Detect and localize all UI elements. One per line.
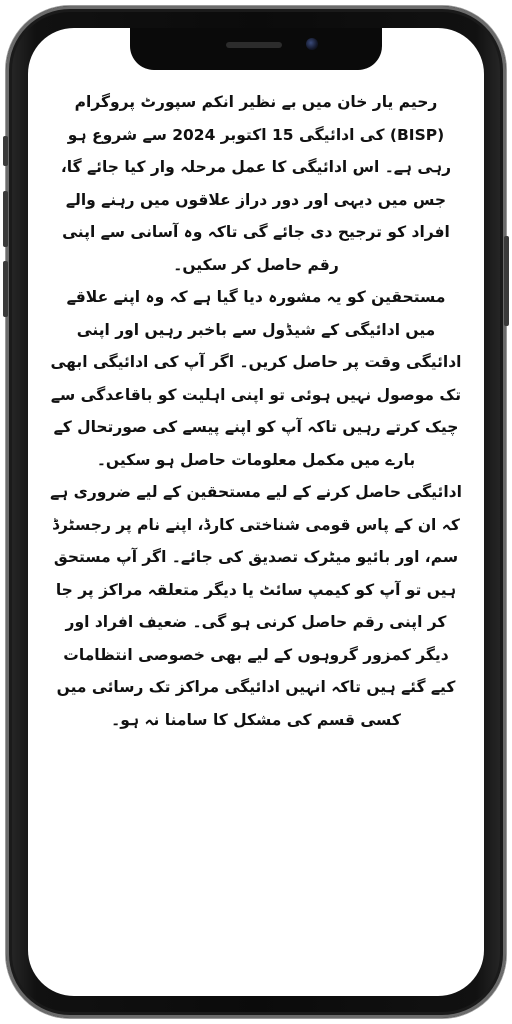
article-body	[50, 86, 462, 736]
phone-screen	[28, 28, 484, 996]
article-paragraph: رحیم یار خان میں بے نظیر انکم سپورٹ پروگرام (BISP) کی ادائیگی 15 اکتوبر 2024 سے شروع ہو رہی ہے۔ اس ادائیگی کا عمل مرحلہ وار کیا جائے گا، جس میں دیہی اور دور دراز علاقوں میں رہنے والے افراد کو ترجیح دی جائے گی تاکہ وہ آسانی سے اپنی رقم حاصل کر سکیں۔	[60, 93, 452, 274]
silent-switch	[3, 136, 8, 166]
power-button	[504, 236, 509, 326]
phone-frame	[6, 6, 506, 1018]
article-paragraph: مستحقین کو یہ مشورہ دیا گیا ہے کہ وہ اپنے علاقے میں ادائیگی کے شیڈول سے باخبر رہیں اور اپنی ادائیگی وقت پر حاصل کریں۔ اگر آپ کی ادائیگی ابھی تک موصول نہیں ہوئی تو اپنی اہلیت کو باقاعدگی سے چیک کرتے رہیں تاکہ آپ کو اپنے پیسے کی صورتحال کے بارے میں مکمل معلومات حاصل ہو سکیں۔	[50, 288, 462, 469]
volume-up-button	[3, 191, 8, 247]
notch	[130, 28, 382, 70]
front-camera-icon	[306, 38, 318, 50]
speaker-grille	[226, 42, 282, 48]
article-paragraph: ادائیگی حاصل کرنے کے لیے مستحقین کے لیے ضروری ہے کہ ان کے پاس قومی شناختی کارڈ، اپنے نام پر رجسٹرڈ سم، اور بائیو میٹرک تصدیق کی جائے۔ اگر آپ مستحق ہیں تو آپ کو کیمپ سائٹ یا دیگر متعلقہ مراکز پر جا کر اپنی رقم حاصل کرنی ہو گی۔ ضعیف افراد اور دیگر کمزور گروہوں کے لیے بھی خصوصی انتظامات کیے گئے ہیں تاکہ انہیں ادائیگی مراکز تک رسائی میں کسی قسم کی مشکل کا سامنا نہ ہو۔	[50, 483, 462, 729]
volume-down-button	[3, 261, 8, 317]
